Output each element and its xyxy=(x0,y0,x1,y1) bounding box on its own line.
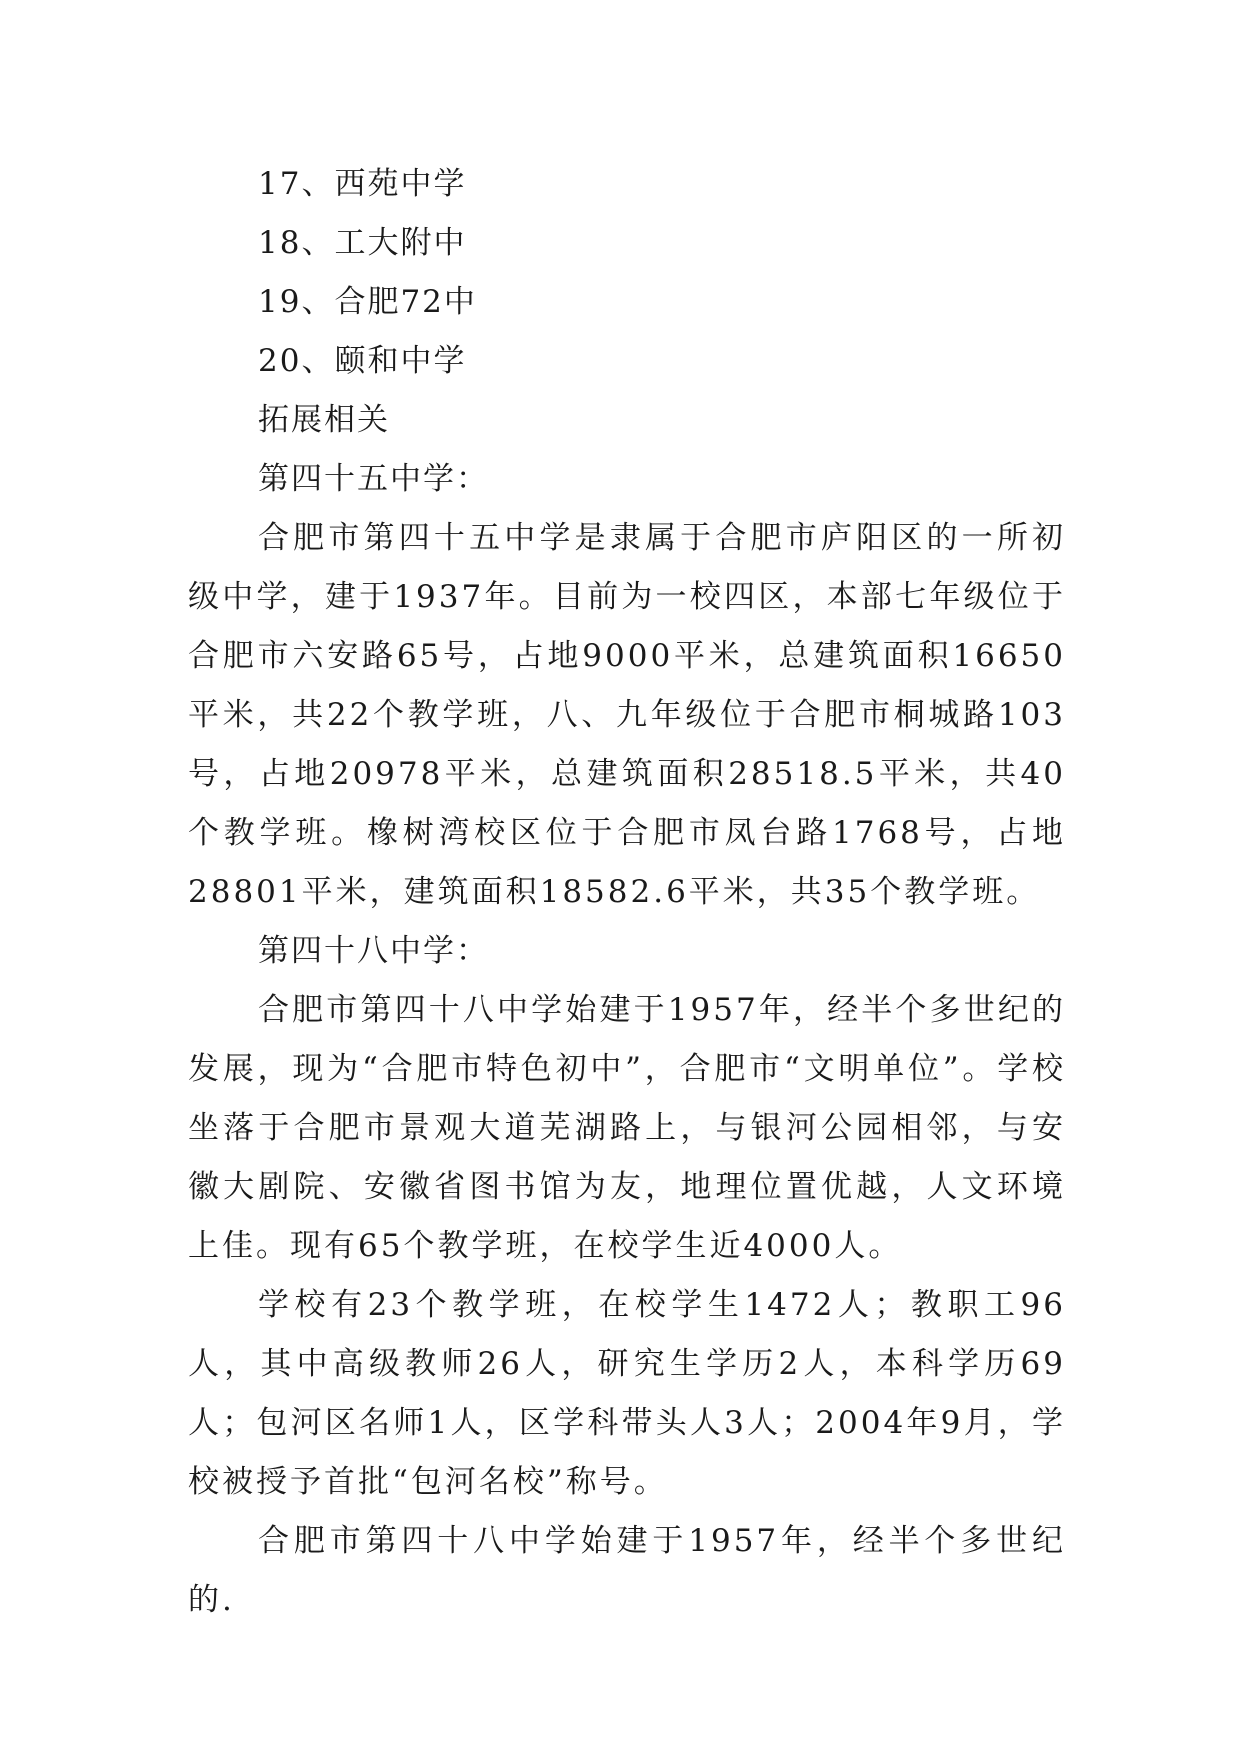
school-48-paragraph-2: 学校有23个教学班，在校学生1472人；教职工96人，其中高级教师26人，研究生学历2人，本科学历69人；包河区名师1人，区学科带头人3人；2004年9月，学校被授予首批“包河名校”称号。 xyxy=(188,1287,1066,1500)
school-48-paragraph-1: 合肥市第四十八中学始建于1957年，经半个多世纪的发展，现为“合肥市特色初中”，合肥市“文明单位”。学校坐落于合肥市景观大道芜湖路上，与银河公园相邻，与安徽大剧院、安徽省图书馆为友，地理位置优越，人文环境上佳。现有65个教学班，在校学生近4000人。 xyxy=(188,992,1066,1264)
school-48-heading: 第四十八中学： xyxy=(258,933,489,969)
school-45-heading: 第四十五中学： xyxy=(258,461,489,497)
document-body xyxy=(188,155,1066,1630)
extend-heading: 拓展相关 xyxy=(258,402,390,438)
school-45-paragraph: 合肥市第四十五中学是隶属于合肥市庐阳区的一所初级中学，建于1937年。目前为一校四区，本部七年级位于合肥市六安路65号，占地9000平米，总建筑面积16650平米，共22个教学班，八、九年级位于合肥市桐城路103号，占地20978平米，总建筑面积28518.5平米，共40个教学班。橡树湾校区位于合肥市凤台路1768号，占地28801平米，建筑面积18582.6平米，共35个教学班。 xyxy=(188,520,1066,910)
list-item: 18、工大附中 xyxy=(258,225,467,261)
list-item: 17、西苑中学 xyxy=(258,166,467,202)
list-item: 20、颐和中学 xyxy=(258,343,467,379)
school-48-paragraph-3: 合肥市第四十八中学始建于1957年，经半个多世纪的. xyxy=(188,1523,1066,1618)
list-item: 19、合肥72中 xyxy=(258,284,477,320)
